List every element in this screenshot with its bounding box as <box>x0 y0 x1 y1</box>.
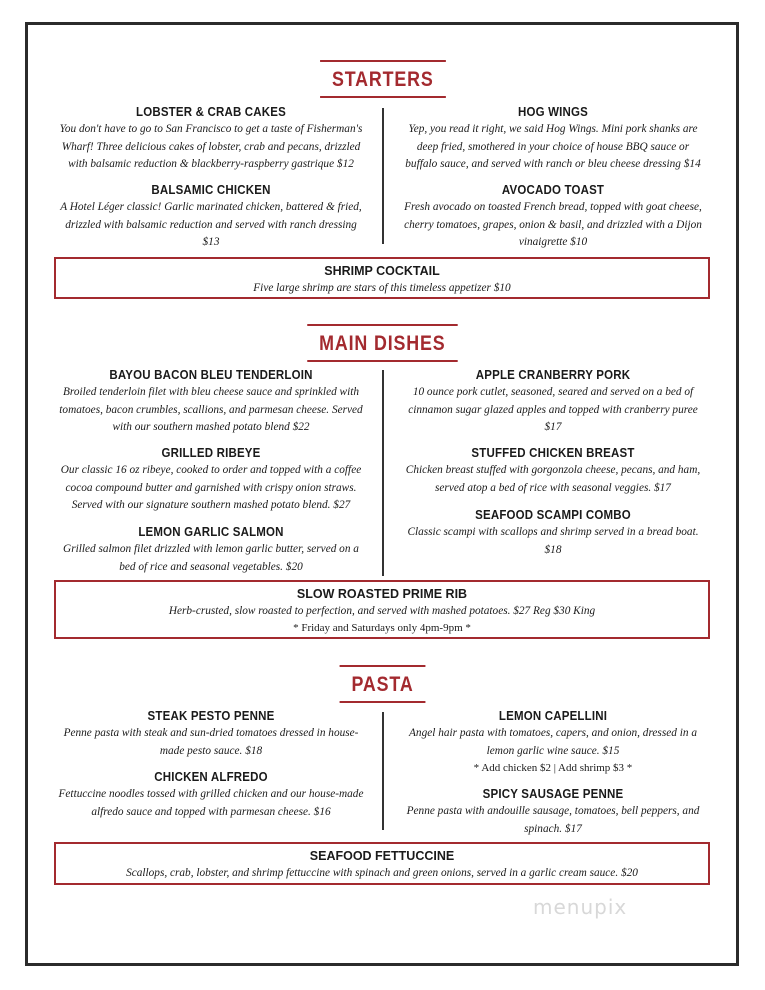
menu-item-bayou-bacon-bleu-tenderloin <box>58 367 364 437</box>
feature-name: SHRIMP COCKTAIL <box>324 264 440 278</box>
feature-name: SEAFOOD FETTUCCINE <box>309 849 455 863</box>
item-desc: Angel hair pasta with tomatoes, capers, and onion, dressed in a lemon garlic wine sauce. $15 <box>409 727 697 757</box>
item-name: SEAFOOD SCAMPI COMBO <box>475 508 631 522</box>
item-name: CHICKEN ALFREDO <box>154 770 268 784</box>
item-name: BAYOU BACON BLEU TENDERLOIN <box>109 368 313 382</box>
item-desc: 10 ounce pork cutlet, seasoned, seared and served on a bed of cinnamon sugar glazed apples and topped with cranberry puree $17 <box>408 386 698 433</box>
item-name: LOBSTER & CRAB CAKES <box>135 105 286 119</box>
menu-item-stuffed-chicken-breast <box>400 445 706 497</box>
feature-seafood-fettuccine <box>54 842 710 885</box>
feature-name: SLOW ROASTED PRIME RIB <box>296 587 468 601</box>
menu-item-lemon-capellini <box>400 708 706 778</box>
column-divider <box>382 370 384 576</box>
item-name: LEMON CAPELLINI <box>498 709 608 723</box>
menu-item-seafood-scampi-combo <box>400 507 706 559</box>
menu-item-grilled-ribeye <box>58 445 364 515</box>
item-desc: You don't have to go to San Francisco to get a taste of Fisherman's Wharf! Three delicious cakes of lobster, crab and pecans, drizzled with balsamic reduction & blackberry-raspberry gastrique $12 <box>59 123 363 170</box>
column-divider <box>382 712 384 830</box>
feature-desc: Five large shrimp are stars of this timeless appetizer $10 <box>253 282 511 294</box>
item-name: BALSAMIC CHICKEN <box>151 183 271 197</box>
item-name: GRILLED RIBEYE <box>161 446 261 460</box>
feature-desc: Herb-crusted, slow roasted to perfection, and served with mashed potatoes. $27 Reg $30 King <box>168 605 596 617</box>
item-desc: Penne pasta with steak and sun-dried tomatoes dressed in house-made pesto sauce. $18 <box>63 727 359 757</box>
menu-item-steak-pesto-penne <box>58 708 364 760</box>
menu-item-chicken-alfredo <box>58 769 364 821</box>
pasta-heading: PASTA <box>0 665 765 703</box>
item-name: APPLE CRANBERRY PORK <box>475 368 631 382</box>
menu-item-apple-cranberry-pork <box>400 367 706 437</box>
feature-shrimp-cocktail <box>54 257 710 299</box>
feature-desc: Scallops, crab, lobster, and shrimp fettuccine with spinach and green onions, served in a garlic cream sauce. $20 <box>126 867 638 879</box>
feature-slow-roasted-prime-rib <box>54 580 710 639</box>
item-desc: Grilled salmon filet drizzled with lemon garlic butter, served on a bed of rice and seasonal vegetables. $20 <box>63 543 359 573</box>
item-name: STUFFED CHICKEN BREAST <box>471 446 635 460</box>
menu-item-hog-wings <box>400 104 706 174</box>
item-desc: Broiled tenderloin filet with bleu cheese sauce and sprinkled with tomatoes, bacon crumbles, scallions, and parmesan cheese. Served with our southern mashed potato blend $22 <box>59 386 363 433</box>
item-desc: Our classic 16 oz ribeye, cooked to order and topped with a coffee cocoa compound butter and garnished with crispy onion straws. Served with our signature southern mashed potato blend. $27 <box>60 464 362 511</box>
item-desc: Fresh avocado on toasted French bread, topped with goat cheese, cherry tomatoes, grapes, onion & basil, and drizzled with a Dijon vinaigrette $10 <box>404 201 702 248</box>
watermark: menupix <box>533 895 628 919</box>
item-desc: Penne pasta with andouille sausage, tomatoes, bell peppers, and spinach. $17 <box>406 805 700 835</box>
item-note: * Add chicken $2 | Add shrimp $3 * <box>473 762 633 774</box>
item-desc: Fettuccine noodles tossed with grilled chicken and our house-made alfredo sauce and topped with parmesan cheese. $16 <box>58 788 364 818</box>
item-desc: Classic scampi with scallops and shrimp served in a bread boat. $18 <box>407 526 699 556</box>
starters-heading: STARTERS <box>0 60 765 98</box>
item-name: AVOCADO TOAST <box>501 183 605 197</box>
column-divider <box>382 108 384 244</box>
item-desc: Chicken breast stuffed with gorgonzola cheese, pecans, and ham, served atop a bed of rice with seasonal veggies. $17 <box>405 464 701 494</box>
item-name: LEMON GARLIC SALMON <box>138 525 284 539</box>
item-desc: A Hotel Léger classic! Garlic marinated chicken, battered & fried, drizzled with balsamic reduction and served with ranch dressing $13 <box>60 201 362 248</box>
menu-item-avocado-toast <box>400 182 706 252</box>
item-name: HOG WINGS <box>517 105 589 119</box>
menu-item-spicy-sausage-penne <box>400 786 706 838</box>
item-name: SPICY SAUSAGE PENNE <box>482 787 624 801</box>
item-desc: Yep, you read it right, we said Hog Wings. Mini pork shanks are deep fried, smothered in your choice of house BBQ sauce or buffalo sauce, and served with ranch or bleu cheese dressing $14 <box>405 123 701 170</box>
main-dishes-heading: MAIN DISHES <box>0 324 765 362</box>
menu-item-lobster-crab-cakes <box>58 104 364 174</box>
item-name: STEAK PESTO PENNE <box>147 709 275 723</box>
menu-item-balsamic-chicken <box>58 182 364 252</box>
feature-note: * Friday and Saturdays only 4pm-9pm * <box>293 622 471 634</box>
menu-item-lemon-garlic-salmon <box>58 524 364 576</box>
